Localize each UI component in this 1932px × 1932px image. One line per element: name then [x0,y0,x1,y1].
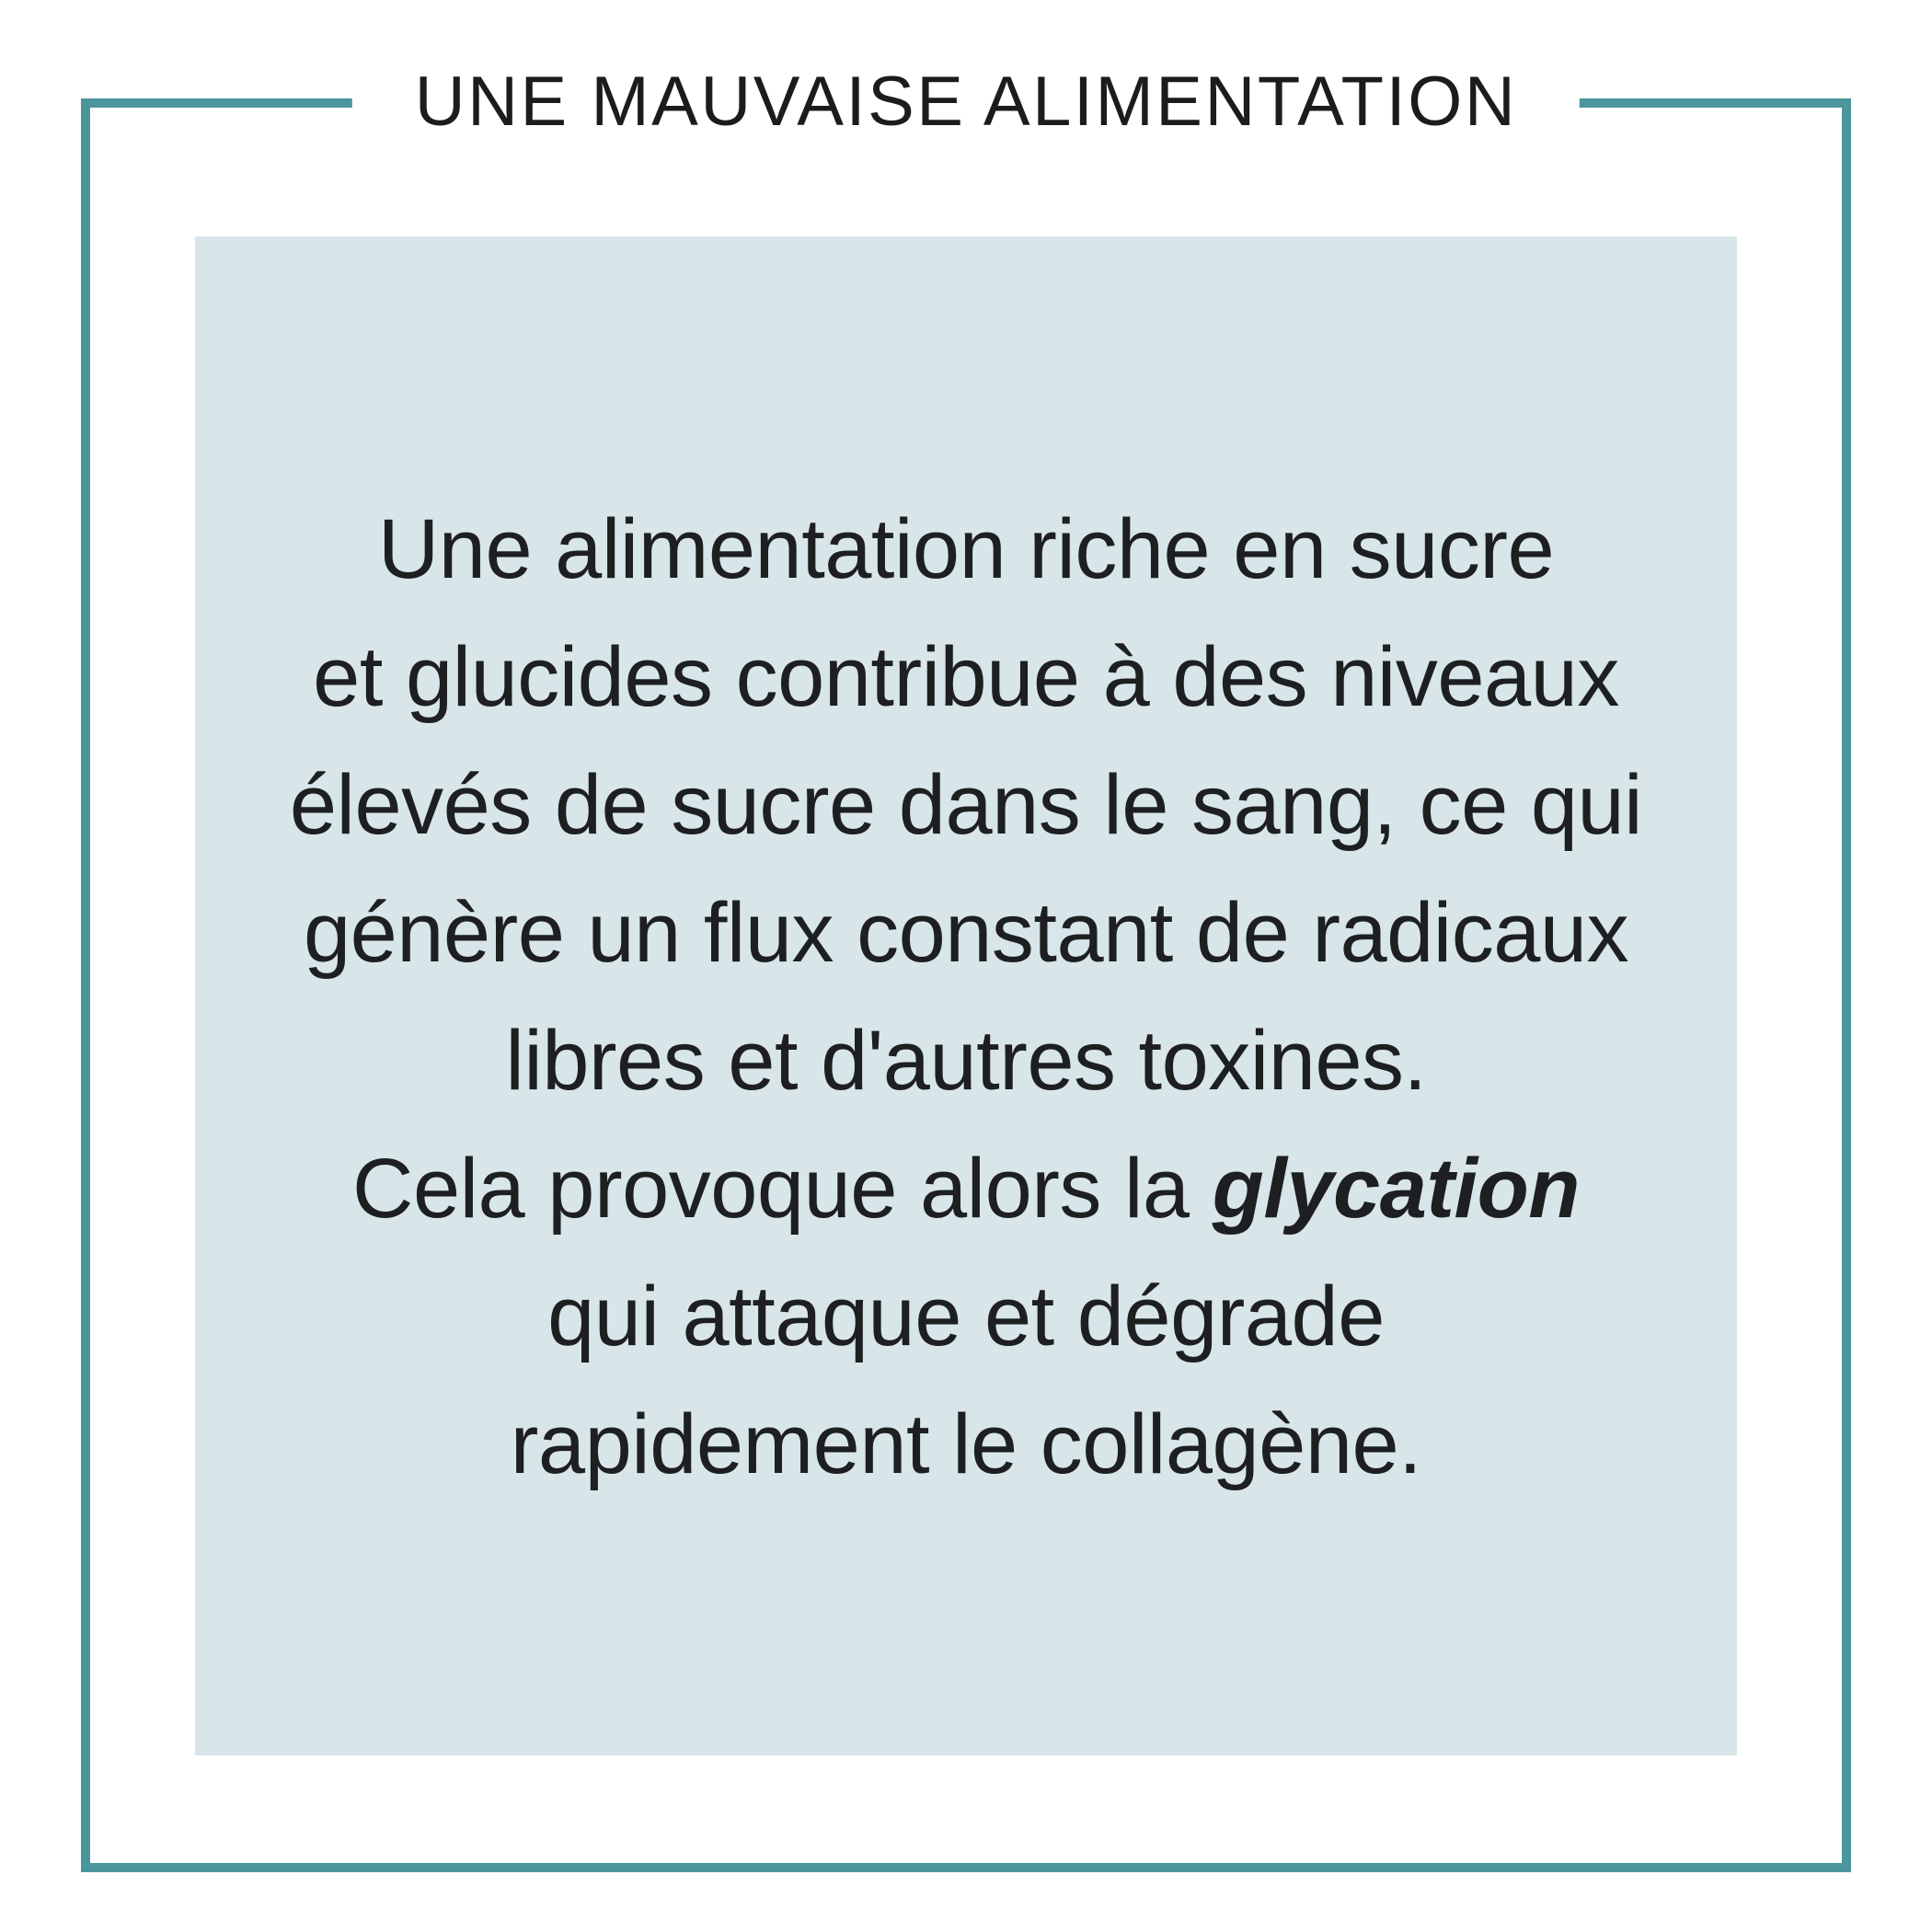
emphasized-word-glycation: glycation [1212,1142,1580,1236]
body-line-8: rapidement le collagène. [510,1397,1422,1491]
page-title: UNE MAUVAISE ALIMENTATION [352,52,1580,153]
body-line-3: élevés de sucre dans le sang, ce qui [289,758,1643,852]
body-line-4: génère un flux constant de radicaux [303,886,1629,980]
body-line-1: Une alimentation riche en sucre [377,502,1555,596]
body-line-7: qui attaque et dégrade [547,1270,1385,1363]
body-line-6-text: Cela provoque alors la [352,1142,1213,1236]
body-line-5: libres et d'autres toxines. [505,1014,1427,1108]
body-paragraph [195,486,1737,1509]
body-line-6 [195,1125,1737,1253]
body-line-2: et glucides contribue à des niveaux [313,630,1619,724]
